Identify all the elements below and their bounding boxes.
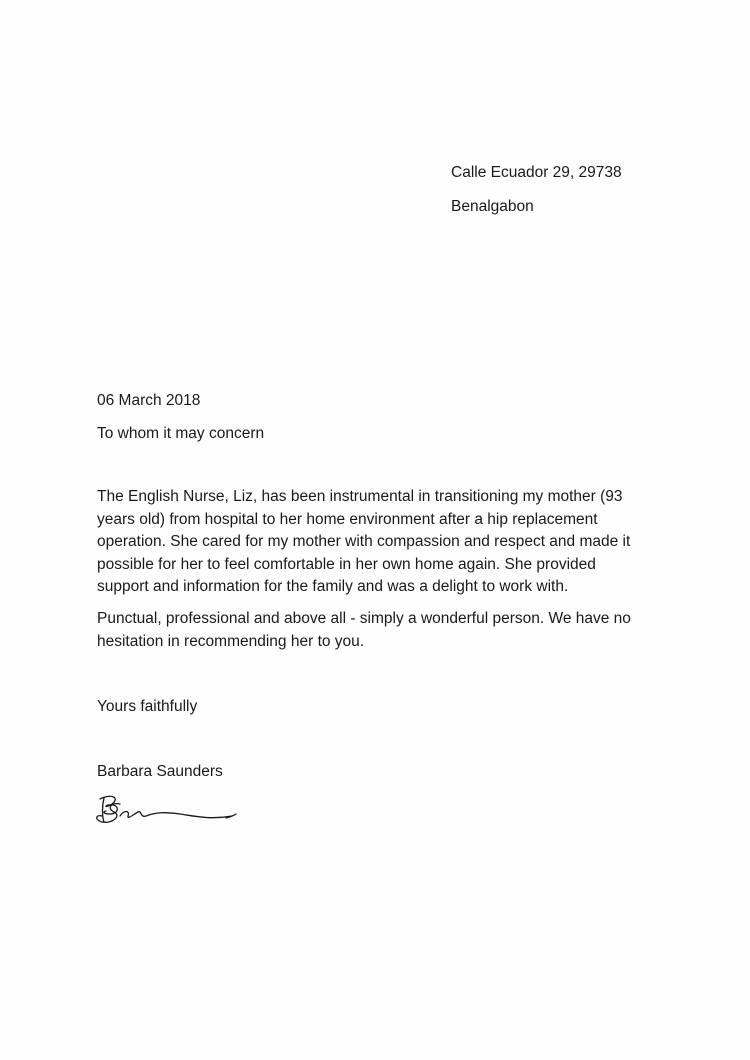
body-line: hesitation in recommending her to you.: [97, 632, 365, 650]
body-line: Punctual, professional and above all - simply a wonderful person. We have no: [97, 610, 631, 627]
sender-address-line-1: Calle Ecuador 29, 29738: [451, 164, 622, 181]
body-line: The English Nurse, Liz, has been instrumental in transitioning my mother (93: [97, 488, 623, 505]
sender-address-line-2: Benalgabon: [451, 198, 534, 215]
handwritten-signature: [90, 790, 240, 830]
body-paragraph-2: [97, 608, 657, 653]
body-line: possible for her to feel comfortable in her own home again. She provided: [97, 555, 596, 573]
letter-date: 06 March 2018: [97, 392, 201, 409]
salutation: To whom it may concern: [97, 425, 265, 442]
body-paragraph-1: [97, 486, 657, 599]
body-line: years old) from hospital to her home environment after a hip replacement: [97, 510, 598, 528]
closing-phrase: Yours faithfully: [97, 698, 198, 715]
body-line: support and information for the family and was a delight to work with.: [97, 578, 569, 595]
body-line: operation. She cared for my mother with compassion and respect and made it: [97, 533, 631, 550]
signatory-name: Barbara Saunders: [97, 763, 223, 780]
